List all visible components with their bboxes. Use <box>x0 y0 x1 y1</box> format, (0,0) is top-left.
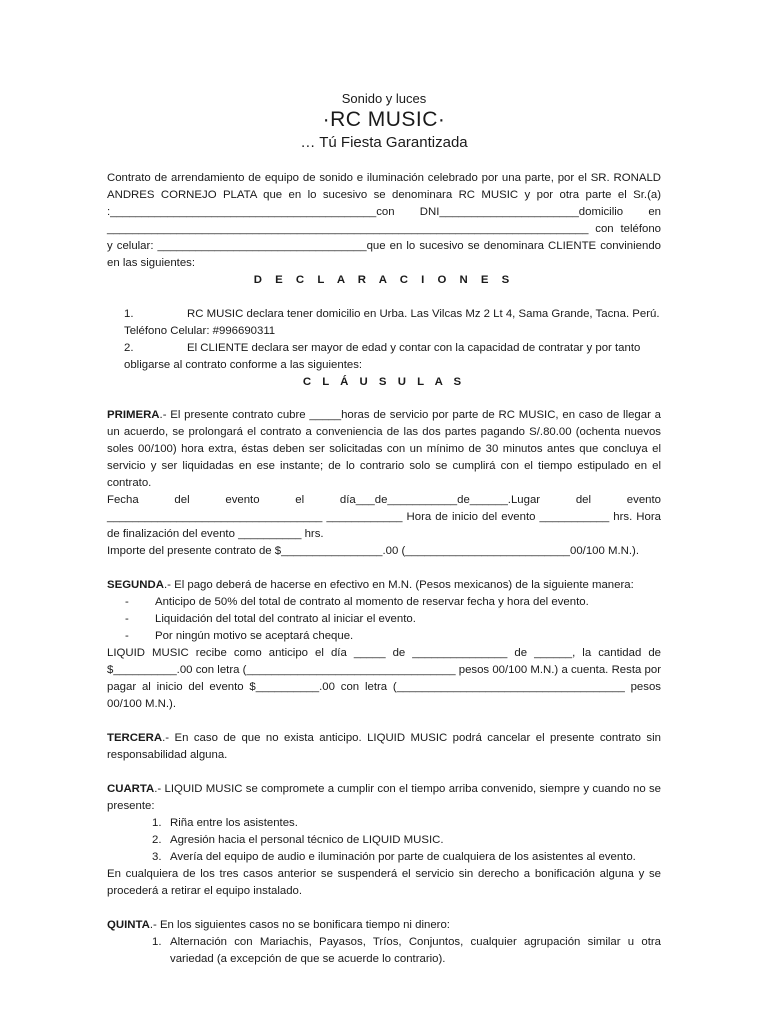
list-item: - Por ningún motivo se aceptará cheque. <box>125 630 354 642</box>
clausulas-heading: C L Á U S U L A S <box>302 376 466 388</box>
cuarta-after: En cualquiera de los tres casos anterior se suspenderá el servicio sin derecho a bonificación alguna y se procederá a retirar el equipo instalado. <box>107 868 661 897</box>
declaracion-cont: obligarse al contrato conforme a las siguientes: <box>124 359 363 371</box>
contract-amount: Importe del presente contrato de $________________.00 (__________________________00/100 M.N.). <box>107 545 639 557</box>
list-item: - Anticipo de 50% del total de contrato al momento de reservar fecha y hora del evento. <box>125 596 589 608</box>
brand-title: ·RC MUSIC· <box>322 108 446 131</box>
event-details: Fecha del evento el día___de___________de______.Lugar del evento __________________________________ ____________ Hora de inicio del evento ___________ hrs. Hora de finalización del evento __________ hrs. <box>107 494 661 540</box>
clausula-quinta: QUINTA.- En los siguientes casos no se bonificara tiempo ni dinero: <box>107 919 450 931</box>
declaracion-item <box>107 306 661 340</box>
clausula-tercera: TERCERA.- En caso de que no exista anticipo. LIQUID MUSIC podrá cancelar el presente contrato sin responsabilidad alguna. <box>107 732 661 761</box>
declaracion-number: 2. <box>124 342 134 354</box>
brand-tagline: … Tú Fiesta Garantizada <box>300 134 468 151</box>
declaracion-text: El CLIENTE declara ser mayor de edad y contar con la capacidad de contratar y por tanto <box>187 342 641 354</box>
clausula-label: SEGUNDA <box>107 579 164 591</box>
payment-terms-list <box>107 594 661 645</box>
list-item: 3. Avería del equipo de audio e iluminación por parte de cualquiera de los asistentes al evento. <box>152 851 636 863</box>
declaracion-cont: Teléfono Celular: #996690311 <box>124 325 276 337</box>
declaracion-number: 1. <box>124 308 134 320</box>
list-item: 1. Alternación con Mariachis, Payasos, Tríos, Conjuntos, cualquier agrupación similar u otra variedad (a excepción de que se acuerde lo contrario). <box>152 936 661 965</box>
declaraciones-heading: D E C L A R A C I O N E S <box>253 274 515 286</box>
document-subtitle: Sonido y luces <box>341 91 427 106</box>
no-bonus-list <box>107 934 661 968</box>
clausula-segunda: SEGUNDA.- El pago deberá de hacerse en efectivo en M.N. (Pesos mexicanos) de la siguiente manera: <box>107 579 634 591</box>
declaracion-item <box>107 340 661 374</box>
clausula-label: PRIMERA <box>107 409 160 421</box>
list-item: 1. Riña entre los asistentes. <box>152 817 298 829</box>
clausula-label: QUINTA <box>107 919 150 931</box>
list-item: - Liquidación del total del contrato al iniciar el evento. <box>125 613 416 625</box>
clausula-cuarta: CUARTA.- LIQUID MUSIC se compromete a cumplir con el tiempo arriba convenido, siempre y cuando no se presente: <box>107 783 661 812</box>
clausula-primera: PRIMERA.- El presente contrato cubre _____horas de servicio por parte de RC MUSIC, en caso de llegar a un acuerdo, se prolongará el contrato a conveniencia de las dos partes pagando S/.80.00 (ochenta nuevos soles 00/100) hora extra, éstas deben ser solicitadas con un mínimo de 30 minutos antes que concluya el servicio y ser liquidadas en ese instante; de lo contrario solo se cumplirá con el tiempo estipulado en el contrato. <box>107 409 661 489</box>
clausula-label: TERCERA <box>107 732 163 744</box>
clausula-label: CUARTA <box>107 783 155 795</box>
contract-body <box>107 170 661 968</box>
exceptions-list <box>107 815 661 866</box>
deposit-paragraph: LIQUID MUSIC recibe como anticipo el día _____ de _______________ de ______, la cantidad de $__________.00 con letra (_________________________________ pesos 00/100 M.N.) a cuenta. Resta por pagar al inicio del evento $__________.00 con letra (____________________________________ pesos 00/100 M.N.). <box>107 647 661 710</box>
declaracion-text: RC MUSIC declara tener domicilio en Urba. Las Vilcas Mz 2 Lt 4, Sama Grande, Tacna. Perú. <box>187 308 660 320</box>
intro-paragraph: Contrato de arrendamiento de equipo de sonido e iluminación celebrado por una parte, por el SR. RONALD ANDRES CORNEJO PLATA que en lo sucesivo se denominara RC MUSIC y por otra parte el Sr.(a) :__________________________________________con DNI______________________domicilio en ____________________________________________________________________________ con teléfono y celular: _________________________________que en lo sucesivo se denominara CLIENTE conviniendo en las siguientes: <box>107 172 661 269</box>
list-item: 2. Agresión hacia el personal técnico de LIQUID MUSIC. <box>152 834 444 846</box>
